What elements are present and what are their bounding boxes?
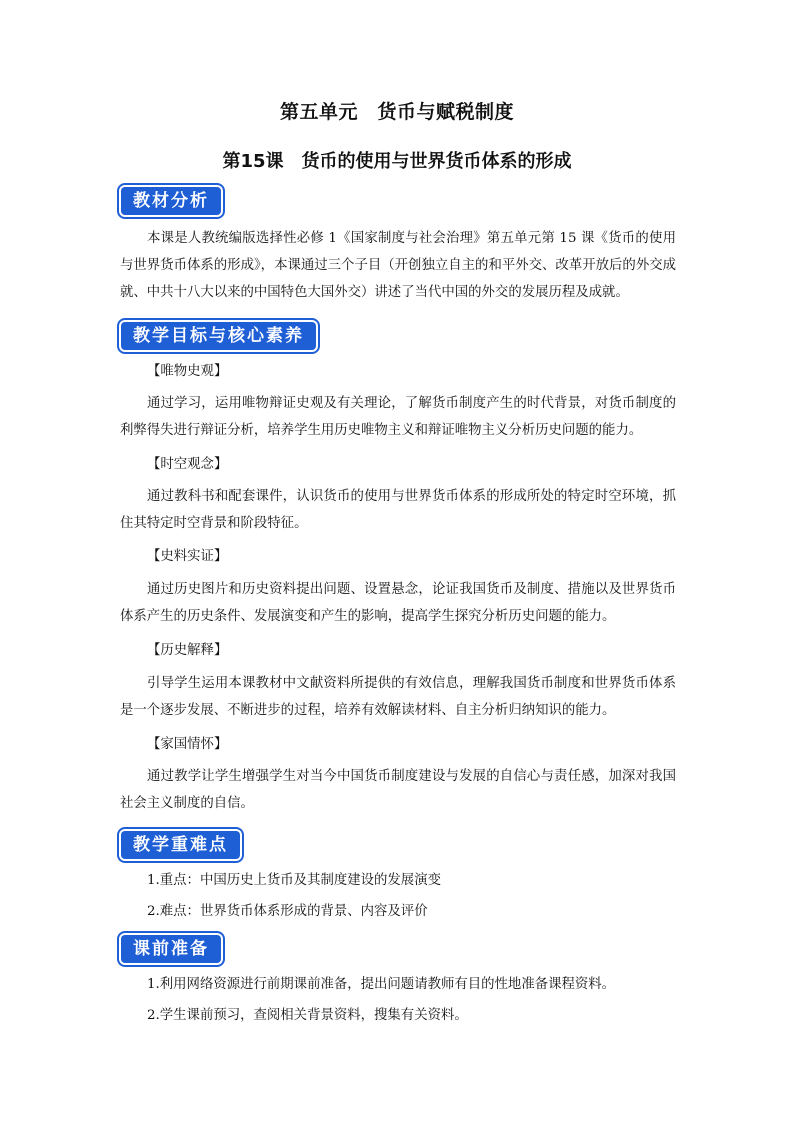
section-tag-preparation: 课前准备 — [121, 935, 221, 963]
preparation-item-2: 2.学生课前预习，查阅相关背景资料，搜集有关资料。 — [147, 1008, 468, 1023]
unit-title: 第五单元 货币与赋税制度 — [279, 101, 514, 123]
key-point-item: 1.重点：中国历史上货币及其制度建设的发展演变 — [147, 873, 441, 888]
goal-text-patriotism: 通过教学让学生增强学生对当今中国货币制度建设与发展的自信心与责任感，加深对我国社会主义制度的自信。 — [120, 769, 676, 811]
lesson-title: 第15课 货币的使用与世界货币体系的形成 — [222, 151, 572, 172]
goal-label-interpretation: 【历史解释】 — [147, 643, 228, 658]
goal-label-materialism: 【唯物史观】 — [147, 364, 228, 379]
section-tag-goals: 教学目标与核心素养 — [121, 322, 316, 350]
preparation-item-1: 1.利用网络资源进行前期课前准备，提出问题请教师有目的性地准备课程资料。 — [147, 977, 616, 992]
goal-label-evidence: 【史料实证】 — [147, 549, 228, 564]
goal-label-patriotism: 【家国情怀】 — [147, 737, 228, 752]
difficulty-item: 2.难点：世界货币体系形成的背景、内容及评价 — [147, 904, 428, 919]
section-tag-key-points: 教学重难点 — [121, 831, 240, 859]
goal-text-materialism: 通过学习，运用唯物辩证史观及有关理论，了解货币制度产生的时代背景，对货币制度的利弊得失进行辩证分析，培养学生用历史唯物主义和辩证唯物主义分析历史问题的能力。 — [120, 396, 676, 438]
goal-text-spacetime: 通过教科书和配套课件，认识货币的使用与世界货币体系的形成所处的特定时空环境，抓住其特定时空背景和阶段特征。 — [120, 489, 676, 531]
goal-text-interpretation: 引导学生运用本课教材中文献资料所提供的有效信息，理解我国货币制度和世界货币体系是一个逐步发展、不断进步的过程，培养有效解读材料、自主分析归纳知识的能力。 — [120, 676, 676, 718]
section-tag-analysis: 教材分析 — [121, 187, 221, 215]
analysis-paragraph: 本课是人教统编版选择性必修 1《国家制度与社会治理》第五单元第 15 课《货币的使用与世界货币体系的形成》，本课通过三个子目（开创独立自主的和平外交、改革开放后的外交成就、中共十八大以来的中国特色大国外交）讲述了当代中国的外交的发展历程及成就。 — [120, 231, 676, 300]
goal-label-spacetime: 【时空观念】 — [147, 457, 228, 472]
goal-text-evidence: 通过历史图片和历史资料提出问题、设置悬念，论证我国货币及制度、措施以及世界货币体系产生的历史条件、发展演变和产生的影响，提高学生探究分析历史问题的能力。 — [120, 582, 676, 624]
